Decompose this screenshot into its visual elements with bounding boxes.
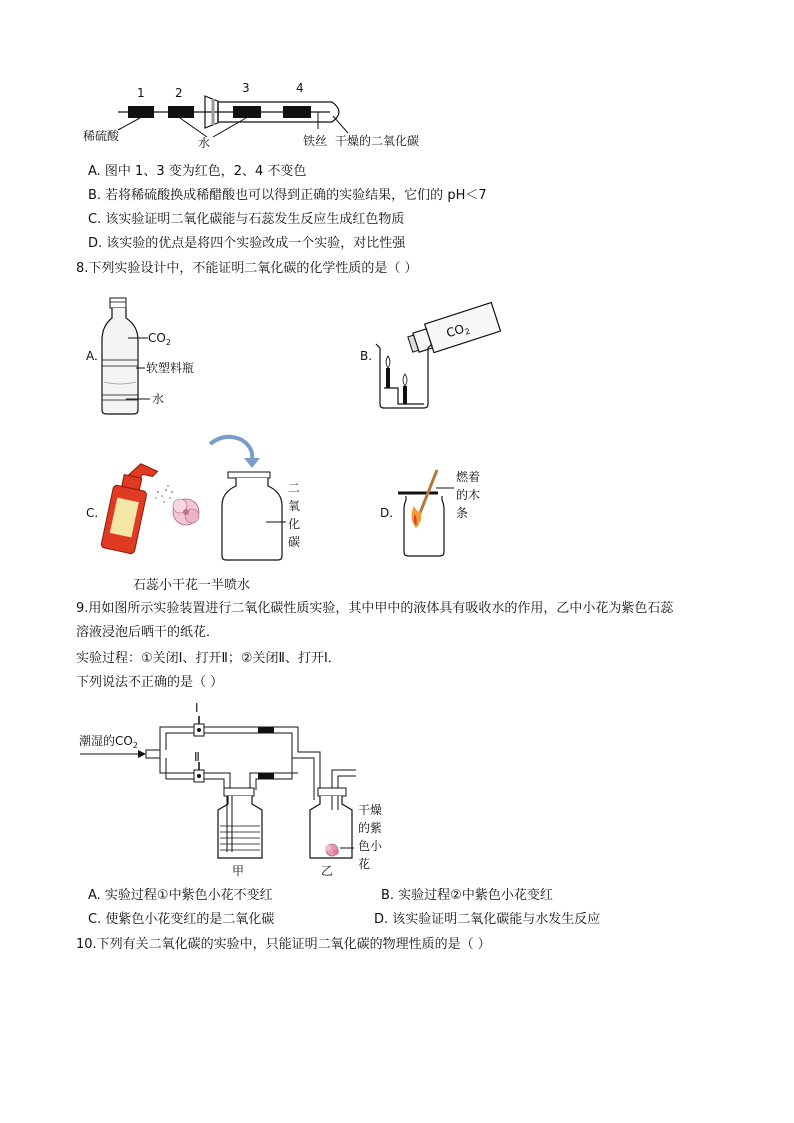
- q7-option-c: C. 该实验证明二氧化碳能与石蕊发生反应生成红色物质: [88, 212, 405, 227]
- q8-a-water-label: 水: [152, 392, 165, 406]
- q9-option-d: D. 该实验证明二氧化碳能与水发生反应: [374, 912, 601, 927]
- flower-label-4: 花: [358, 857, 371, 871]
- d-label-line-1: 燃着: [456, 470, 481, 484]
- dry-co2-label: 干燥的二氧化碳: [335, 134, 420, 148]
- strip-label-1: 1: [137, 86, 145, 100]
- q7-option-a: A. 图中 1、3 变为红色，2、4 不变色: [88, 164, 307, 179]
- yi-label: 乙: [321, 864, 334, 878]
- q9-inlet-label: 潮湿的$CO_2$: [79, 734, 138, 750]
- bottle-jia-stopper: [224, 788, 254, 796]
- c-gas-char-2: 氧: [288, 499, 301, 513]
- flower-label-2: 的紫: [358, 821, 383, 835]
- q9-option-a: A. 实验过程①中紫色小花不变红: [88, 888, 273, 903]
- wire-label: 铁丝: [303, 134, 328, 148]
- q8-stem: 8.下列实验设计中，不能证明二氧化碳的化学性质的是（ ）: [76, 261, 418, 276]
- water-label: 水: [198, 136, 211, 150]
- valve-2-label: Ⅱ: [194, 750, 200, 764]
- q10-stem: 10.下列有关二氧化碳的实验中，只能证明二氧化碳的物理性质的是（ ）: [76, 937, 491, 952]
- q8-d-letter: D.: [380, 506, 394, 520]
- bottle-yi-stopper: [318, 788, 346, 796]
- acid-label: 稀硫酸: [83, 129, 120, 143]
- q9-option-b: B. 实验过程②中紫色小花变红: [381, 888, 553, 903]
- q9-process: 实验过程：①关闭Ⅰ、打开Ⅱ；②关闭Ⅱ、打开Ⅰ．: [76, 651, 341, 666]
- c-gas-char-3: 化: [288, 517, 301, 531]
- d-label-line-3: 条: [456, 506, 469, 520]
- c-gas-char-4: 碳: [288, 535, 301, 549]
- q8-b-co2-label: $CO_2$: [444, 321, 472, 341]
- q9-question: 下列说法不正确的是（ ）: [76, 675, 224, 690]
- c-gas-char-1: 二: [288, 481, 301, 495]
- valve-1-label: Ⅰ: [195, 701, 199, 715]
- q8-a-co2-label: $CO_2$: [148, 331, 171, 347]
- q9-stem-line-2: 溶液浸泡后晒干的纸花．: [76, 625, 220, 640]
- q9-stem-line-1: 9.用如图所示实验装置进行二氧化碳性质实验，其中甲中的液体具有吸收水的作用，乙中小花为紫色石蕊: [76, 601, 674, 616]
- strip-label-3: 3: [242, 81, 250, 95]
- q9-option-c: C. 使紫色小花变红的是二氧化碳: [88, 912, 275, 927]
- d-label-line-2: 的木: [456, 488, 481, 502]
- q7-option-d: D. 该实验的优点是将四个实验改成一个实验，对比性强: [88, 236, 406, 251]
- flower-label-1: 干燥: [358, 803, 383, 817]
- q8-b-letter: B.: [360, 349, 373, 363]
- q8-a-letter: A.: [86, 349, 98, 363]
- flower-label-3: 色小: [358, 839, 383, 853]
- q8-c-caption: 石蕊小干花一半喷水: [133, 578, 251, 593]
- strip-label-4: 4: [296, 81, 304, 95]
- q8-a-bottle-label: 软塑料瓶: [146, 361, 195, 375]
- q7-option-b: B. 若将稀硫酸换成稀醋酸也可以得到正确的实验结果，它们的 pH＜7: [88, 188, 487, 203]
- jia-label: 甲: [232, 864, 245, 878]
- q8-c-letter: C.: [86, 506, 99, 520]
- strip-label-2: 2: [175, 86, 183, 100]
